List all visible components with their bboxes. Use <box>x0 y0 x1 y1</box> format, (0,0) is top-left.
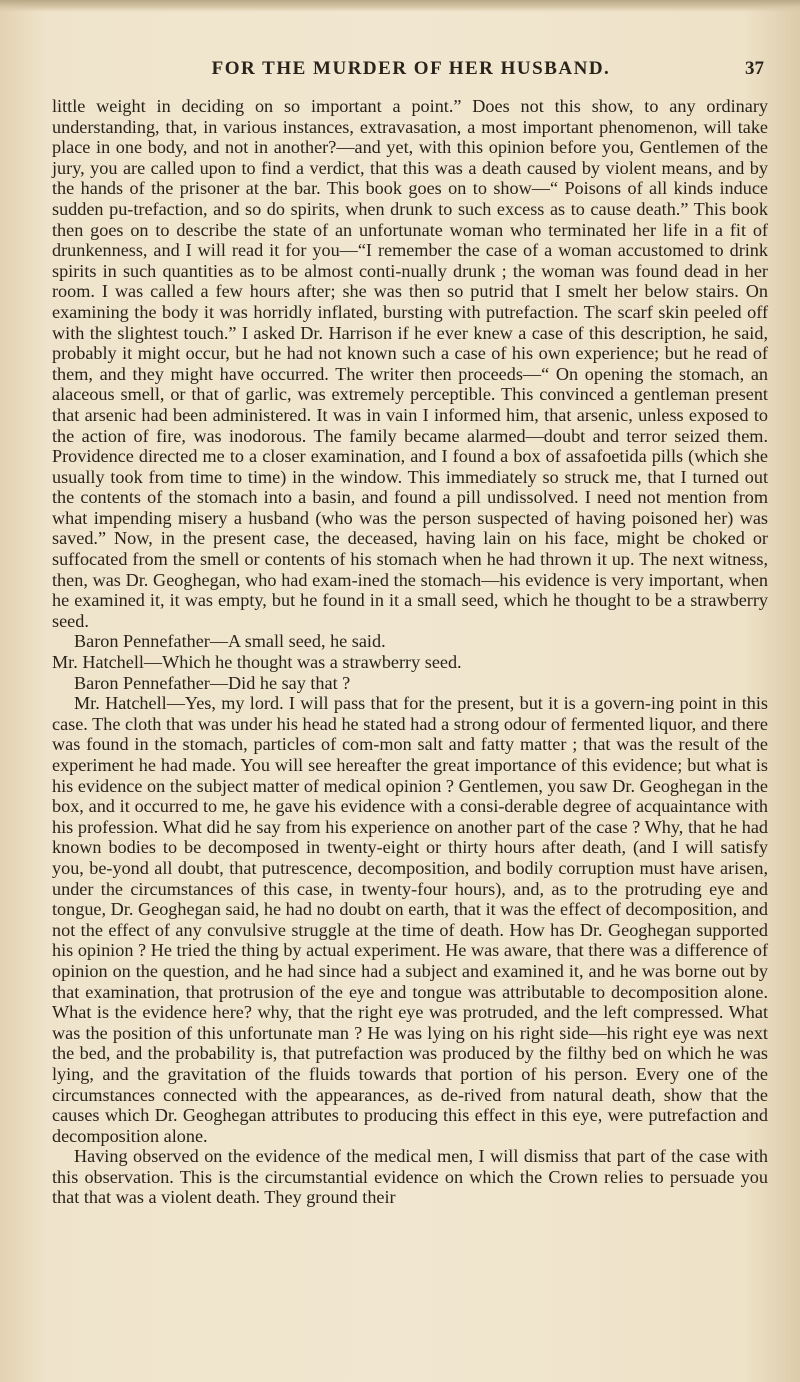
paragraph-hatchell-argument: Mr. Hatchell—Yes, my lord. I will pass that for the present, but it is a govern-ing point in this case. The cloth that was under his head he stated had a strong odour of fermented liquor, and there was found in the stomach, particles of com-mon salt and fatty matter ; that was the result of the experiment he had made. You will see hereafter the great importance of this evidence; but what is his evidence on the subject matter of medical opinion ? Gentlemen, you saw Dr. Geoghegan in the box, and it occurred to me, he gave his evidence with a consi-derable degree of acquaintance with his profession. What did he say from his experience on another part of the case ? Why, that he had known bodies to be decomposed in twenty-eight or thirty hours after death, (and I will satisfy you, be-yond all doubt, that putrescence, decomposition, and bodily corruption must have arisen, under the circumstances of this case, in twenty-four hours), and, as to the protruding eye and tongue, Dr. Geoghegan said, he had no doubt on earth, that it was the effect of decomposition, and not the effect of any convulsive struggle at the time of death. How has Dr. Geoghegan supported his opinion ? He tried the thing by actual experiment. He was aware, that there was a difference of opinion on the question, and he had since had a subject and examined it, and he was borne out by that examination, that protrusion of the eye and tongue was attributable to decomposition alone. What is the evidence here? why, that the right eye was protruded, and the left compressed. What was the position of this unfortunate man ? He was lying on his right side—his right eye was next the bed, and the probability is, that putrefaction was produced by the filthy bed on which he was lying, and the gravitation of the fluids towards that portion of his person. Every one of the circumstances connected with the appearances, as de-rived from natural death, show that the causes which Dr. Geoghegan attributes to producing this effect in this eye, were putrefaction and decomposition alone. <box>52 693 768 1146</box>
paragraph-baron-small-seed: Baron Pennefather—A small seed, he said. <box>74 631 386 652</box>
paragraph-baron-question: Baron Pennefather—Did he say that ? <box>74 672 351 693</box>
page-header <box>52 58 770 84</box>
paragraph-hatchell-strawberry: Mr. Hatchell—Which he thought was a strawberry seed. <box>52 652 462 673</box>
paragraph-opening: little weight in deciding on so important a point.” Does not this show, to any ordinary understanding, that, in various instances, extravasation, a most important phenomenon, will take place in one body, and not in another?—and yet, with this opinion before you, Gentlemen of the jury, you are called upon to find a verdict, that this was a death caused by violent means, and by the hands of the prisoner at the bar. This book goes on to show—“ Poisons of all kinds induce sudden pu-trefaction, and so do spirits, when drunk to such excess as to cause death.” This book then goes on to describe the state of an unfortunate woman who terminated her life in a fit of drunkenness, and I will read it for you—“I remember the case of a woman accustomed to drink spirits in such quantities as to be almost conti-nually drunk ; the woman was found dead in her room. I was called a few hours after; she was then so putrid that I smelt her below stairs. On examining the body it was horridly inflated, bursting with putrefaction. The scarf skin peeled off with the slightest touch.” I asked Dr. Harrison if he ever knew a case of this description, he said, probably it might occur, but he had not known such a case of his own experience; but he read of them, and they might have occurred. The writer then proceeds—“ On opening the stomach, an alaceous smell, or that of garlic, was extremely perceptible. This convinced a gentleman present that arsenic had been administered. It was in vain I informed him, that arsenic, unless exposed to the action of fire, was inodorous. The family became alarmed—doubt and terror seized them. Providence directed me to a closer examination, and I found a box of assafoetida pills (which she usually took from time to time) in the window. This immediately so struck me, that I turned out the contents of the stomach into a basin, and found a pill undissolved. I need not mention from what impending misery a husband (who was the person suspected of having poisoned her) was saved.” Now, in the present case, the deceased, having lain on his face, might be choked or suffocated from the smell or contents of his stomach when he had thrown it up. The next witness, then, was Dr. Geoghegan, who had exam-ined the stomach—his evidence is very important, when he examined it, it was empty, but he found in it a small seed, which he thought to be a strawberry seed. <box>52 96 768 631</box>
paragraph-closing: Having observed on the evidence of the medical men, I will dismiss that part of the case with this observation. This is the circumstantial evidence on which the Crown relies to persuade you that that was a violent death. They ground their <box>52 1146 768 1208</box>
body-text <box>52 96 768 1208</box>
page-number: 37 <box>745 58 764 79</box>
page-top-edge <box>0 0 800 12</box>
running-title: FOR THE MURDER OF HER HUSBAND. <box>211 58 611 79</box>
